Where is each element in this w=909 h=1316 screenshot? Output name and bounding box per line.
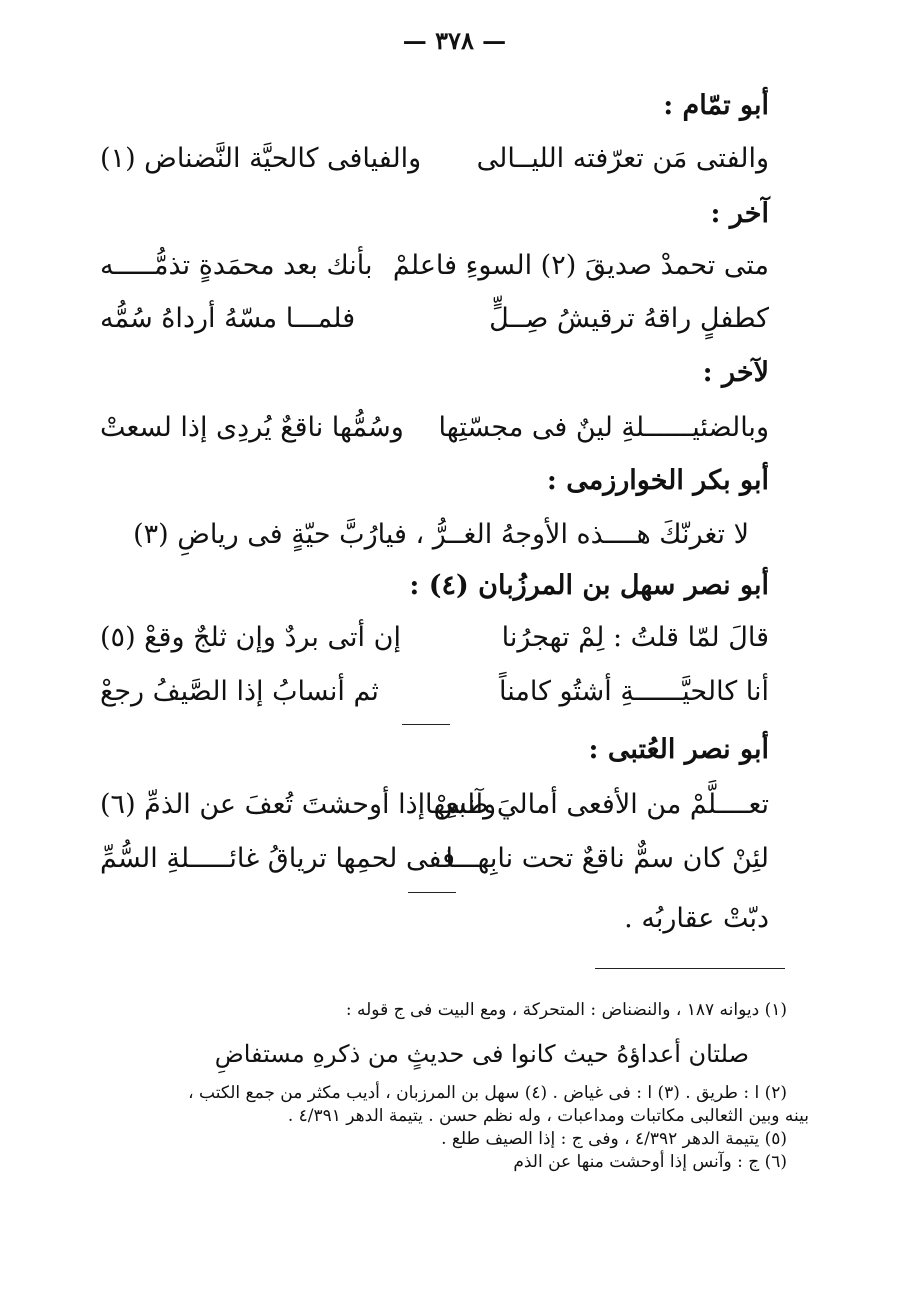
footnote-verse: صلتان أعداؤهُ حيث كانوا فى حديثٍ من ذكرهِ مستفاضِ bbox=[214, 1040, 749, 1068]
verse-second-hemistich: إن أتى بردٌ وإن ثلجٌ وقعْ (٥) bbox=[100, 622, 401, 653]
verse-second-hemistich: ففى لحمِها ترياقُ غائـــــلةِ السُّمِّ bbox=[100, 843, 456, 874]
verse-second-hemistich: وآنسْ إذا أوحشتَ تُعفَ عن الذمِّ (٦) bbox=[100, 789, 497, 820]
poet-heading: أبو نصر سهل بن المرزُبان (٤) : bbox=[409, 570, 769, 601]
verse-first-hemistich: والفتى مَن تعرّفته الليــالى bbox=[476, 143, 769, 174]
verse-first-hemistich: لئِنْ كان سمٌّ ناقعٌ تحت نابِهـــا bbox=[445, 843, 769, 874]
verse-first-hemistich: وبالضئيــــــلةِ لينٌ فى مجسّتِها bbox=[438, 412, 769, 443]
poet-heading: آخر : bbox=[710, 198, 769, 229]
verse-second-hemistich: ثم أنسابُ إذا الصَّيفُ رجعْ bbox=[100, 676, 379, 707]
verse-first-hemistich: كطفلٍ راقهُ ترقيشُ صِــلٍّ bbox=[489, 303, 769, 334]
verse-second-hemistich: والفيافى كالحيَّة النَّضناض (١) bbox=[100, 143, 422, 174]
poet-heading: أبو بكر الخوارزمى : bbox=[546, 465, 769, 496]
footnote-separator bbox=[595, 968, 785, 969]
footnote: (٦) ج : وآنس إذا أوحشت منها عن الذم bbox=[513, 1152, 787, 1172]
poet-heading: أبو نصر العُتبى : bbox=[588, 734, 769, 765]
verse-single-line: لا تغرنّكَ هــــذه الأوجهُ الغــرُّ ، فيارُبَّ حيّةٍ فى رياضِ (٣) bbox=[133, 519, 749, 550]
verse-first-hemistich: أنا كالحيَّــــــةِ أشتُو كامناً bbox=[499, 676, 769, 707]
footnote: (١) ديوانه ١٨٧ ، والنضناض : المتحركة ، ومع البيت فى ج قوله : bbox=[345, 1000, 787, 1020]
verse-first-hemistich: متى تحمدْ صديقَ (٢) السوءِ فاعلمْ bbox=[392, 250, 769, 281]
verse-second-hemistich: بأنك بعد محمَدةٍ تذمُّـــــه bbox=[100, 250, 373, 281]
poet-heading: أبو تمّام : bbox=[663, 90, 769, 121]
verse-second-hemistich: فلمـــا مسّهُ أرداهُ سُمُّه bbox=[100, 303, 356, 334]
verse-first-hemistich: تعــــلَّمْ من الأفعى أماليَ طبعِها bbox=[424, 789, 769, 820]
poet-heading: لآخر : bbox=[702, 357, 769, 388]
footnote: (٥) يتيمة الدهر ٤/٣٩٢ ، وفى ج : إذا الصيف طلع . bbox=[441, 1129, 787, 1149]
verse-single-line: دبّتْ عقاربُه . bbox=[624, 903, 769, 934]
footnote: (٢) ا : طريق . (٣) ا : فى غياض . (٤) سهل بن المرزبان ، أديب مكثر من جمع الكتب ، bbox=[188, 1083, 787, 1103]
verse-underline-mark bbox=[402, 724, 450, 725]
verse-underline-mark bbox=[408, 892, 456, 893]
footnote: بينه وبين الثعالبى مكاتبات ومداعبات ، وله نظم حسن . يتيمة الدهر ٤/٣٩١ . bbox=[287, 1106, 809, 1126]
page-number: — ٣٧٨ — bbox=[402, 26, 507, 55]
verse-first-hemistich: قالَ لمّا قلتُ : لِمْ تهجرُنا bbox=[501, 622, 769, 653]
verse-second-hemistich: وسُمُّها ناقعٌ يُردِى إذا لسعتْ bbox=[100, 412, 404, 443]
